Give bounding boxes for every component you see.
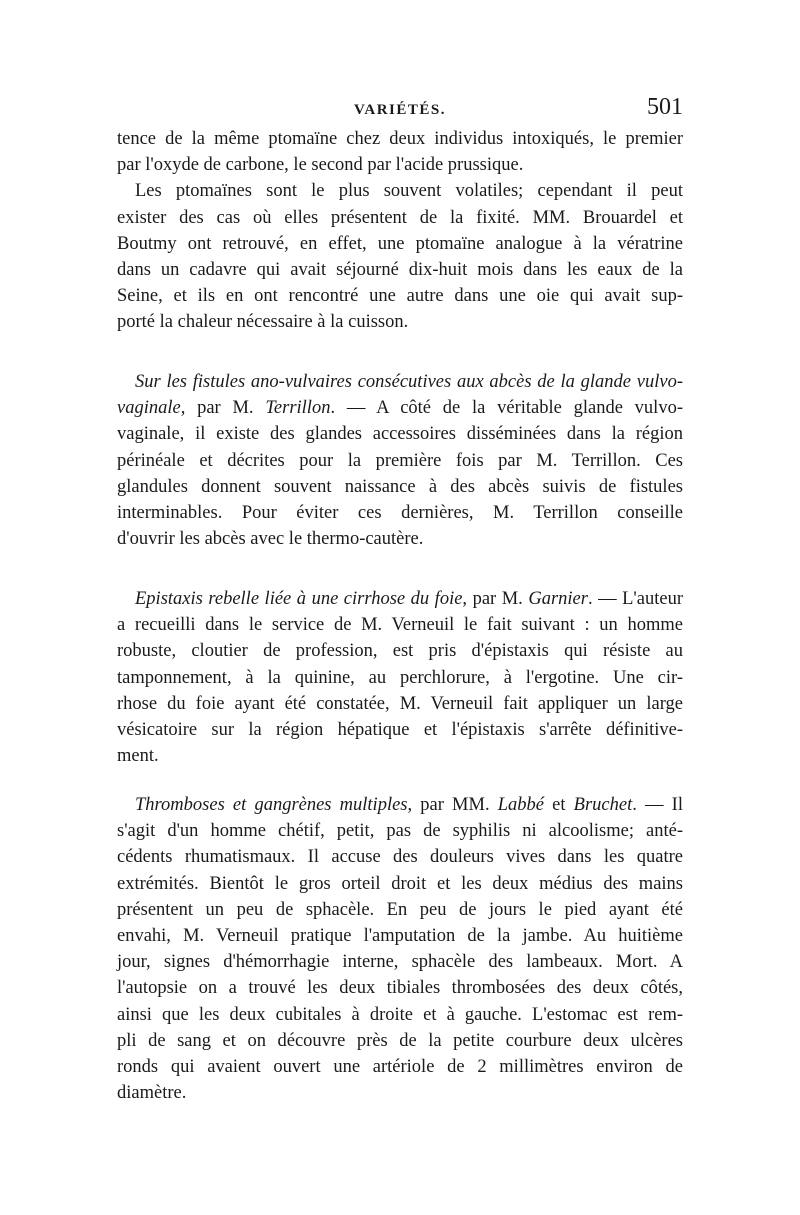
- text-line: ronds qui avaient ouvert une artériole de 2 millimètres environ de: [117, 1056, 683, 1077]
- text-line: envahi, M. Verneuil pratique l'amputation de la jambe. Au huitième: [117, 925, 683, 946]
- page-header: [117, 94, 683, 130]
- text-line: Seine, et ils en ont rencontré une autre dans une oie qui avait sup-: [117, 286, 683, 307]
- section-title: Sur les fistules ano-vulvaires consécutives aux abcès de la glande vulvo-: [135, 372, 683, 392]
- text-line: porté la chaleur nécessaire à la cuisson.: [117, 312, 409, 333]
- text-line: glandules donnent souvent naissance à des abcès suivis de fistules: [117, 476, 683, 497]
- text-line: [117, 395, 683, 421]
- text-line: extrémités. Bientôt le gros orteil droit et les deux médius des mains: [117, 873, 683, 894]
- text-line: cédents rhumatismaux. Il accuse des douleurs vives dans les quatre: [117, 847, 683, 868]
- text-line: vaginale, il existe des glandes accessoires disséminées dans la région: [117, 424, 683, 445]
- text-line: tence de la même ptomaïne chez deux individus intoxiqués, le premier: [117, 129, 683, 149]
- text-line: robuste, cloutier de profession, est pris d'épistaxis qui résiste au: [117, 641, 683, 662]
- text-line: pli de sang et on découvre près de la petite courbure deux ulcères: [117, 1030, 683, 1051]
- text-line: [117, 792, 683, 818]
- section-thromboses: [117, 792, 683, 1106]
- text-line: [117, 586, 683, 612]
- text-line: rhose du foie ayant été constatée, M. Verneuil fait appliquer un large: [117, 693, 683, 714]
- title-connector: , par M.: [180, 398, 266, 419]
- author-name: Garnier: [528, 589, 588, 609]
- text-line: ainsi que les deux cubitales à droite et à gauche. L'estomac est rem-: [117, 1004, 683, 1025]
- paragraph-continuation: [117, 126, 683, 336]
- running-title: VARIÉTÉS.: [353, 102, 446, 118]
- text-line: a recueilli dans le service de M. Verneuil le fait suivant : un homme: [117, 615, 683, 636]
- section-epistaxis: [117, 586, 683, 769]
- title-connector: , par M.: [462, 589, 529, 609]
- author-connector: et: [544, 795, 574, 815]
- author-name: Bruchet: [573, 795, 633, 815]
- section-title: Thromboses et gangrènes multiples: [135, 795, 408, 815]
- text-line: d'ouvrir les abcès avec le thermo-cautère.: [117, 529, 424, 550]
- text-line: vésicatoire sur la région hépatique et l'épistaxis s'arrête définitive-: [117, 719, 683, 740]
- text-line: par l'oxyde de carbone, le second par l'acide prussique.: [117, 155, 524, 176]
- text-line: présentent un peu de sphacèle. En peu de jours le pied ayant été: [117, 899, 683, 920]
- section-title: Epistaxis rebelle liée à une cirrhose du foie: [135, 589, 463, 609]
- section-fistules: [117, 369, 683, 552]
- text-line: exister des cas où elles présentent de la fixité. MM. Brouardel et: [117, 207, 683, 228]
- section-title-continued: vaginale: [117, 398, 181, 419]
- text-line: Boutmy ont retrouvé, en effet, une ptomaïne analogue à la vératrine: [117, 233, 683, 254]
- text-fragment: . — A côté de la véritable glande vulvo-: [330, 398, 683, 419]
- text-line: interminables. Pour éviter ces dernières, M. Terrillon conseille: [117, 502, 683, 523]
- text-line: jour, signes d'hémorrhagie interne, sphacèle des lambeaux. Mort. A: [117, 952, 683, 973]
- text-line: ment.: [117, 746, 159, 767]
- text-fragment: . — Il: [632, 795, 683, 815]
- text-line: Les ptomaïnes sont le plus souvent volatiles; cependant il peut: [135, 181, 683, 202]
- text-line: l'autopsie on a trouvé les deux tibiales thrombosées des deux côtés,: [117, 978, 683, 999]
- text-line: périnéale et décrites pour la première fois par M. Terrillon. Ces: [117, 450, 683, 471]
- author-name: Terrillon: [265, 398, 331, 419]
- text-fragment: . — L'auteur: [587, 589, 683, 609]
- page-number: 501: [647, 94, 683, 120]
- text-line: dans un cadavre qui avait séjourné dix-huit mois dans les eaux de la: [117, 259, 683, 280]
- text-line: tamponnement, à la quinine, au perchlorure, à l'ergotine. Une cir-: [117, 667, 683, 688]
- text-line: diamètre.: [117, 1083, 187, 1104]
- title-connector: , par MM.: [407, 795, 498, 815]
- text-line: s'agit d'un homme chétif, petit, pas de syphilis ni alcoolisme; anté-: [117, 821, 683, 842]
- author-name: Labbé: [497, 795, 544, 815]
